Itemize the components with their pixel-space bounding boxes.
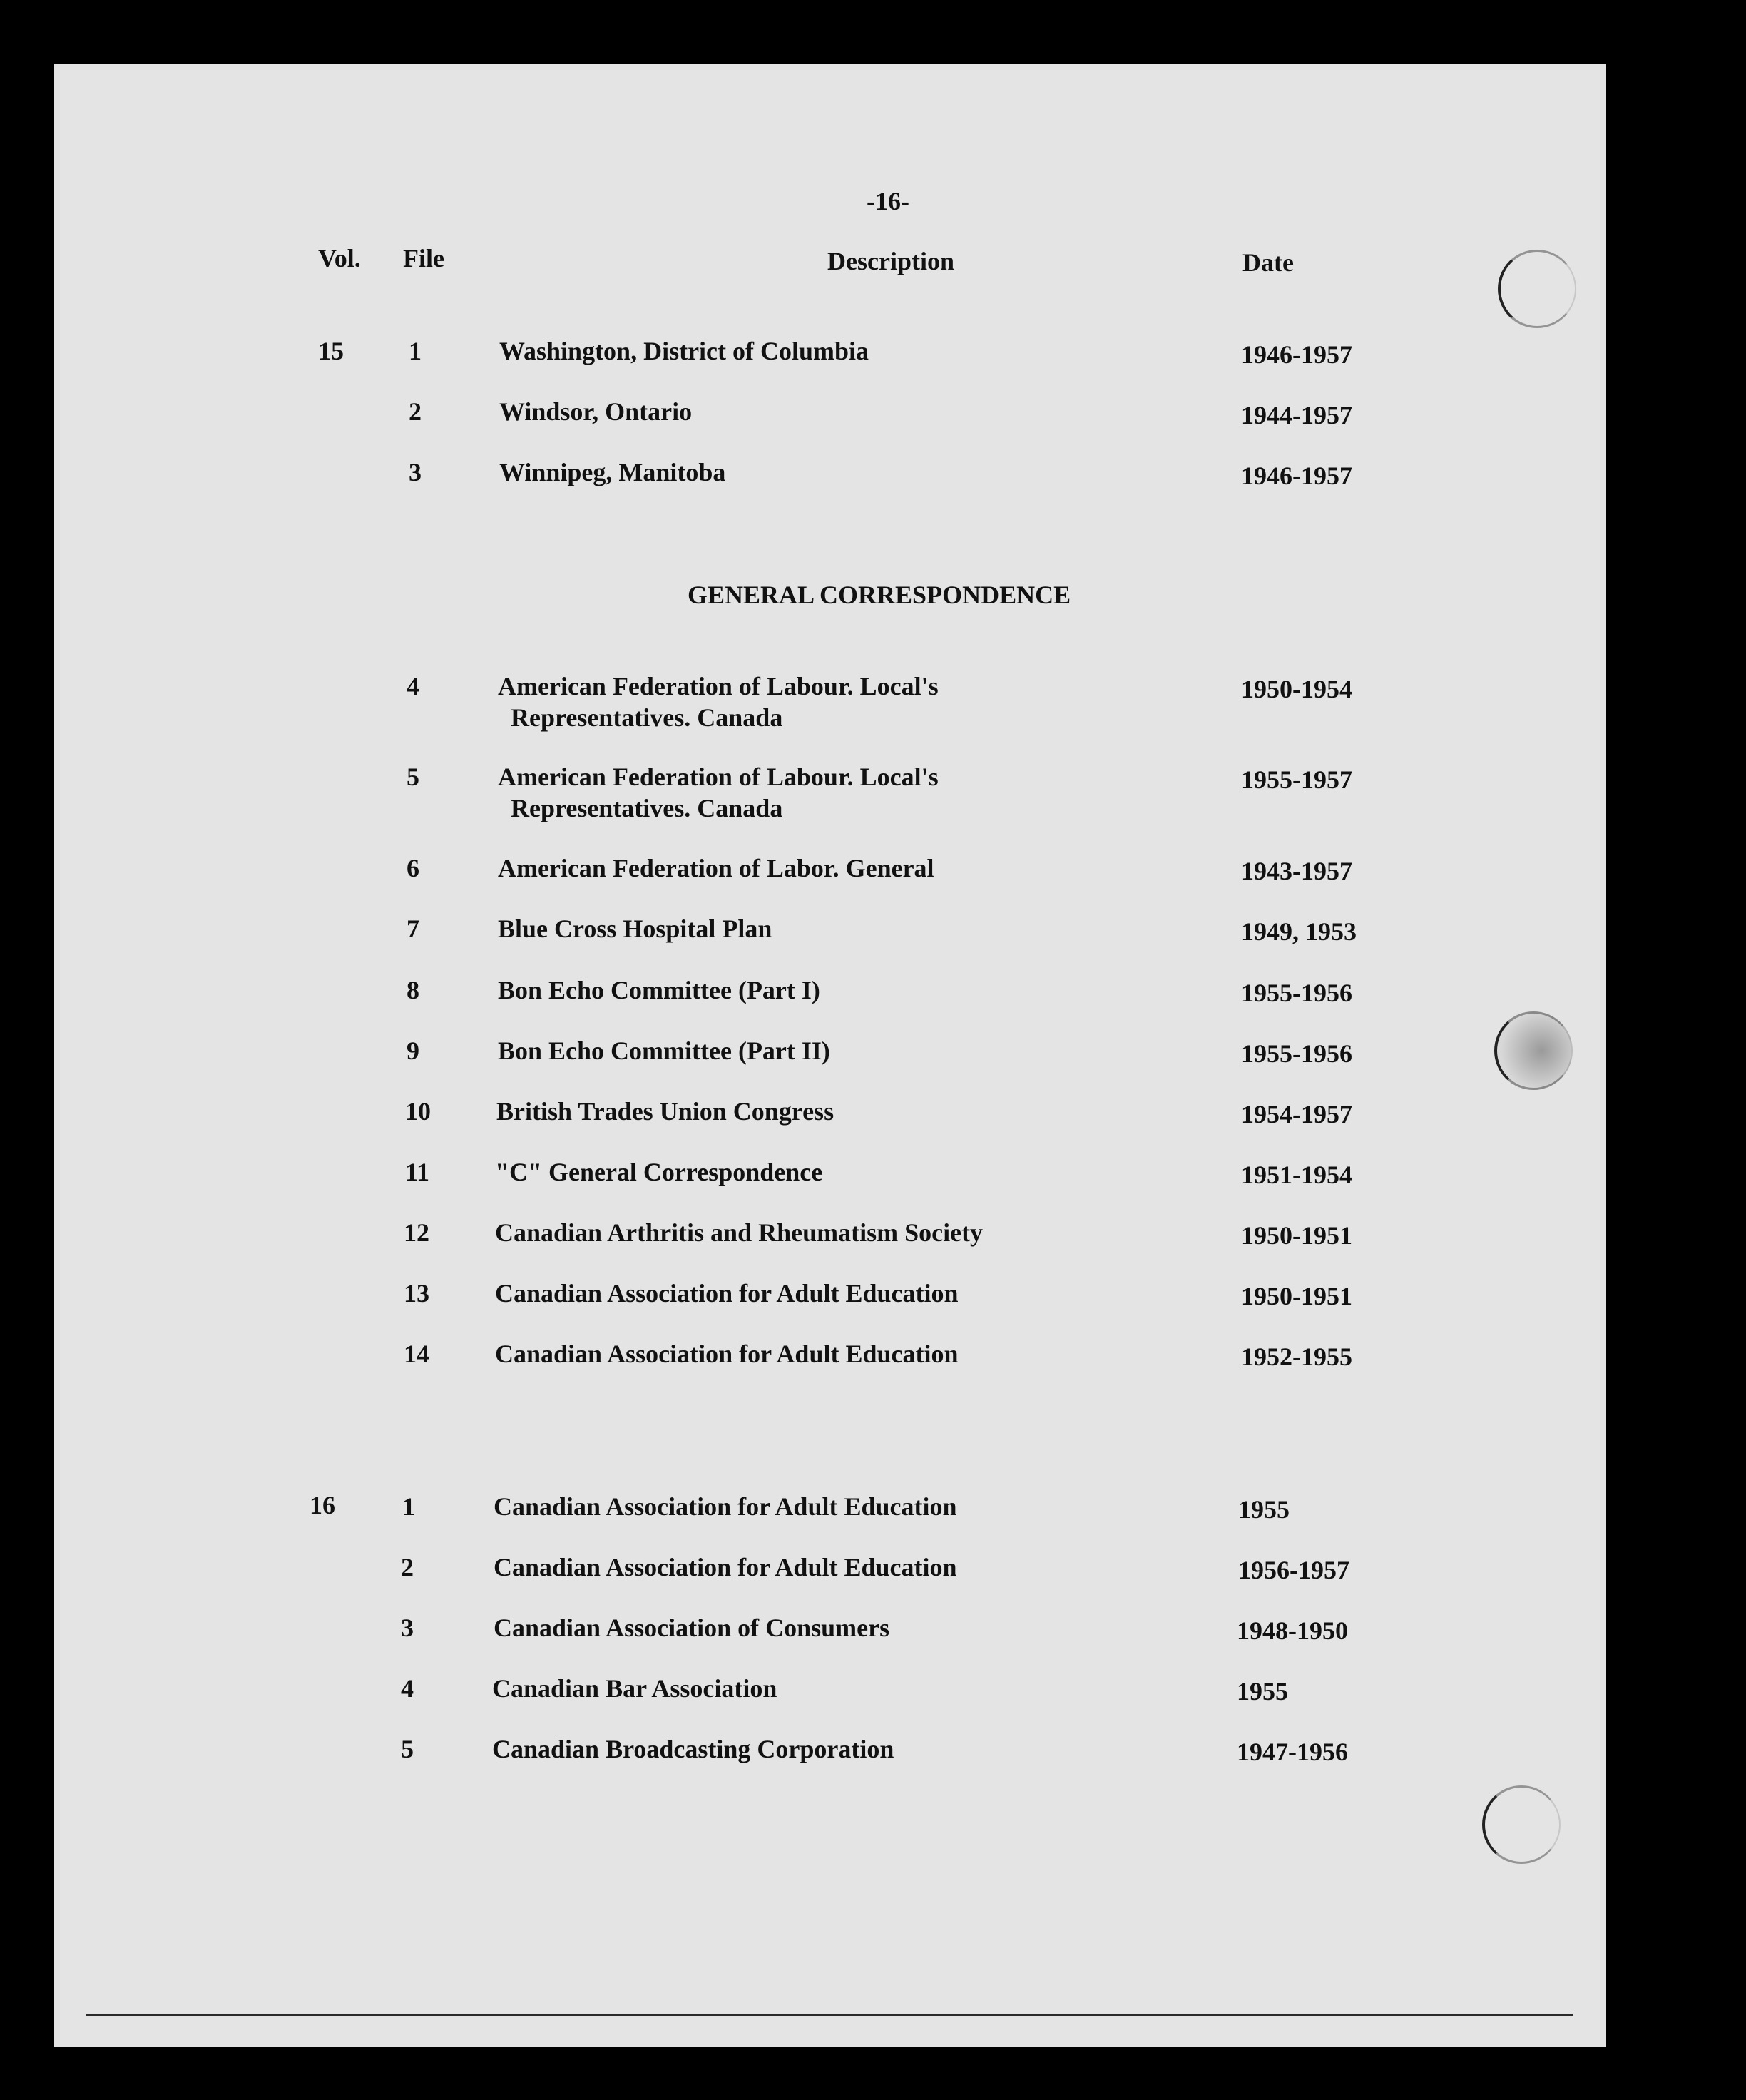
date: 1950-1951 bbox=[1241, 1221, 1352, 1250]
header-file: File bbox=[403, 244, 444, 272]
file-number: 8 bbox=[407, 976, 419, 1004]
vol-number: 16 bbox=[310, 1491, 335, 1519]
file-number: 11 bbox=[405, 1158, 430, 1186]
file-number: 1 bbox=[402, 1492, 415, 1521]
section-title: GENERAL CORRESPONDENCE bbox=[688, 581, 1071, 609]
description: Canadian Broadcasting Corporation bbox=[492, 1735, 894, 1763]
file-number: 10 bbox=[405, 1097, 431, 1126]
description: Canadian Association for Adult Education bbox=[494, 1553, 957, 1581]
punch-hole-middle bbox=[1494, 1011, 1573, 1090]
description: Bon Echo Committee (Part I) bbox=[498, 976, 820, 1004]
header-description: Description bbox=[827, 247, 954, 275]
bottom-rule bbox=[86, 2014, 1573, 2016]
file-number: 4 bbox=[407, 672, 419, 700]
file-number: 14 bbox=[404, 1340, 429, 1368]
file-number: 9 bbox=[407, 1036, 419, 1065]
date: 1955-1956 bbox=[1241, 979, 1352, 1007]
page-number: -16- bbox=[867, 187, 909, 215]
file-number: 1 bbox=[409, 337, 422, 365]
date: 1950-1954 bbox=[1241, 675, 1352, 703]
file-number: 3 bbox=[409, 458, 422, 486]
date: 1956-1957 bbox=[1238, 1556, 1349, 1584]
file-number: 5 bbox=[407, 763, 419, 791]
file-number: 7 bbox=[407, 914, 419, 943]
date: 1955-1956 bbox=[1241, 1039, 1352, 1068]
description: Canadian Association for Adult Education bbox=[495, 1340, 959, 1368]
date: 1946-1957 bbox=[1241, 462, 1352, 490]
date: 1954-1957 bbox=[1241, 1100, 1352, 1128]
description-continued: Representatives. Canada bbox=[511, 703, 783, 732]
date: 1955-1957 bbox=[1241, 765, 1352, 794]
description: Windsor, Ontario bbox=[499, 397, 693, 426]
date: 1949, 1953 bbox=[1241, 917, 1357, 946]
file-number: 6 bbox=[407, 854, 419, 882]
file-number: 5 bbox=[401, 1735, 414, 1763]
vol-number: 15 bbox=[318, 337, 344, 365]
date: 1946-1957 bbox=[1241, 340, 1352, 369]
punch-hole-top bbox=[1498, 250, 1576, 328]
file-number: 3 bbox=[401, 1614, 414, 1642]
file-number: 13 bbox=[404, 1279, 429, 1308]
description: Blue Cross Hospital Plan bbox=[498, 914, 772, 943]
description: American Federation of Labour. Local's bbox=[498, 672, 939, 700]
date: 1951-1954 bbox=[1241, 1161, 1352, 1189]
file-number: 2 bbox=[401, 1553, 414, 1581]
description: Canadian Association for Adult Education bbox=[494, 1492, 957, 1521]
date: 1943-1957 bbox=[1241, 857, 1352, 885]
description: British Trades Union Congress bbox=[496, 1097, 834, 1126]
description: American Federation of Labour. Local's bbox=[498, 763, 939, 791]
header-date: Date bbox=[1242, 248, 1294, 277]
description: Winnipeg, Manitoba bbox=[499, 458, 726, 486]
description: Canadian Arthritis and Rheumatism Society bbox=[495, 1218, 984, 1247]
description: Washington, District of Columbia bbox=[499, 337, 869, 365]
file-number: 12 bbox=[404, 1218, 429, 1247]
date: 1947-1956 bbox=[1237, 1738, 1348, 1766]
date: 1950-1951 bbox=[1241, 1282, 1352, 1310]
punch-hole-bottom bbox=[1482, 1785, 1561, 1864]
description-continued: Representatives. Canada bbox=[511, 794, 783, 822]
date: 1948-1950 bbox=[1237, 1616, 1348, 1645]
file-number: 4 bbox=[401, 1674, 414, 1703]
date: 1952-1955 bbox=[1241, 1342, 1352, 1371]
description: Canadian Association for Adult Education bbox=[495, 1279, 959, 1308]
date: 1944-1957 bbox=[1241, 401, 1352, 429]
description: American Federation of Labor. General bbox=[498, 854, 934, 882]
file-number: 2 bbox=[409, 397, 422, 426]
header-vol: Vol. bbox=[318, 244, 361, 272]
description: Bon Echo Committee (Part II) bbox=[498, 1036, 830, 1065]
date: 1955 bbox=[1237, 1677, 1288, 1706]
description: Canadian Bar Association bbox=[492, 1674, 777, 1703]
date: 1955 bbox=[1238, 1495, 1290, 1524]
description: "C" General Correspondence bbox=[495, 1158, 823, 1186]
description: Canadian Association of Consumers bbox=[494, 1614, 890, 1642]
